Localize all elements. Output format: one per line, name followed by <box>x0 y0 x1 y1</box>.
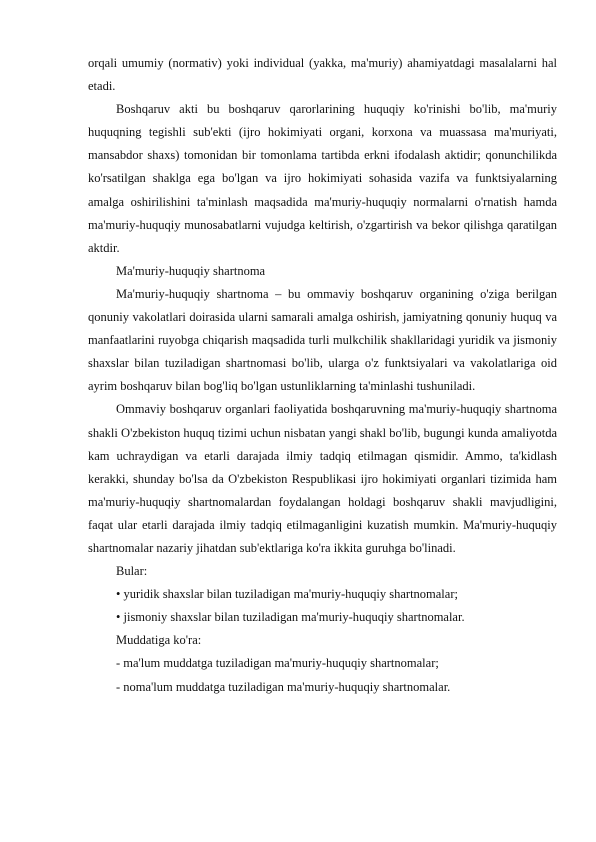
paragraph-definition: Ma'muriy-huquqiy shartnoma – bu ommaviy boshqaruv organining o'ziga berilgan qonuniy vakolatlari doirasida ularni samarali amalga oshirish, jamiyatning qonuniy huquq va manfaatlarini ruyobga chiqarish maqsadida turli mulkchilik shakllaridagi yuridik va jismoniy shaxslar bilan tuziladigan shartnomasi bo'lib, ularga o'z funktsiyalari va vakolatlariga oid ayrim boshqaruv bilan bog'liq bo'lgan ustunliklarning ta'minlashi tushuniladi. <box>88 286 557 394</box>
section-heading: Ma'muriy-huquqiy shartnoma <box>116 263 266 278</box>
paragraph-continuation: orqali umumiy (normativ) yoki individual (yakka, ma'muriy) ahamiyatdagi masalalarni hal etadi. <box>88 56 557 94</box>
list-item: • jismoniy shaxslar bilan tuziladigan ma'muriy-huquqiy shartnomalar. <box>116 610 465 625</box>
document-page <box>88 52 557 699</box>
paragraph-ommaviy-boshqaruv: Ommaviy boshqaruv organlari faoliyatida boshqaruvning ma'muriy-huquqiy shartnoma shakli O'zbekiston huquq tizimi uchun nisbatan yangi shakl bo'lib, bugungi kunda amaliyotda kam uchraydigan va etarli darajada ilmiy tadqiq etilmagan qismidir. Ammo, ta'kidlash kerakki, shunday bo'lsa da O'zbekiston Respublikasi ijro hokimiyati organlari tizimida ham ma'muriy-huquqiy shartnomalardan foydalangan holdagi boshqaruv shakli mavjudligini, faqat ular etarli darajada ilmiy tadqiq etilmaganligini kuzatish mumkin. Ma'muriy-huquqiy shartnomalar nazariy jihatdan sub'ektlariga ko'ra ikkita guruhga bo'linadi. <box>88 402 557 555</box>
list-item: - noma'lum muddatga tuziladigan ma'muriy-huquqiy shartnomalar. <box>116 679 451 694</box>
list-item: - ma'lum muddatga tuziladigan ma'muriy-huquqiy shartnomalar; <box>116 656 439 671</box>
paragraph-boshqaruv-akti: Boshqaruv akti bu boshqaruv qarorlarining huquqiy ko'rinishi bo'lib, ma'muriy huquqning tegishli sub'ekti (ijro hokimiyati organi, korxona va muassasa ma'muriyati, mansabdor shaxs) tomonidan bir tomonlama tartibda erkni ifodalash aktidir; qonunchilikda ko'rsatilgan shaklga ega bo'lgan va ijro hokimiyati sohasida vazifa va funktsiyalarning amalga oshirilishini ta'minlash maqsadida ma'muriy-huquqiy normalarni o'rnatish hamda ma'muriy-huquqiy munosabatlarni vujudga keltirish, o'zgartirish va bekor qilishga qaratilgan aktdir. <box>88 102 557 255</box>
list-intro-duration: Muddatiga ko'ra: <box>116 633 202 648</box>
list-item: • yuridik shaxslar bilan tuziladigan ma'muriy-huquqiy shartnomalar; <box>116 587 458 602</box>
list-intro-subjects: Bular: <box>116 564 148 579</box>
